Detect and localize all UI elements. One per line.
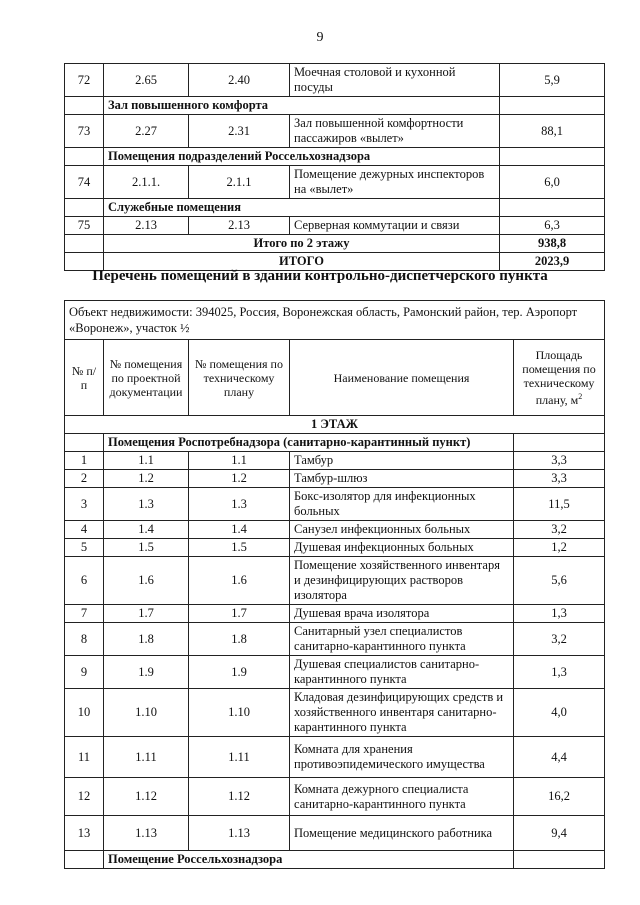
cell-area: 88,1 (500, 115, 605, 148)
cell-area: 1,2 (514, 539, 605, 557)
cell-num: 73 (65, 115, 104, 148)
cell-proj: 1.1 (104, 452, 189, 470)
table-row (65, 816, 605, 851)
header-area-text: Площадь помещения по техническому плану, м (522, 348, 596, 407)
object-address: Объект недвижимости: 394025, Россия, Воронежская область, Рамонский район, тер. Аэропорт «Воронеж», участок ½ (65, 301, 605, 340)
cell-tech: 1.4 (189, 521, 290, 539)
table-row (65, 115, 605, 148)
cell-num: 75 (65, 217, 104, 235)
header-proj: № помещения по проектной документации (104, 340, 189, 416)
cell-tech: 1.3 (189, 488, 290, 521)
cell-area: 4,4 (514, 737, 605, 778)
table-row (65, 452, 605, 470)
cell-empty (65, 851, 104, 869)
cell-area: 3,3 (514, 470, 605, 488)
cell-proj: 1.3 (104, 488, 189, 521)
section-row (65, 199, 605, 217)
cell-num: 1 (65, 452, 104, 470)
cell-tech: 1.13 (189, 816, 290, 851)
cell-area: 4,0 (514, 689, 605, 737)
table-row (65, 689, 605, 737)
cell-empty (65, 434, 104, 452)
total-area: 938,8 (500, 235, 605, 253)
section-label: Помещение Россельхознадзора (104, 851, 514, 869)
object-row (65, 301, 605, 340)
cell-name: Помещение дежурных инспекторов на «вылет» (290, 166, 500, 199)
section-row (65, 851, 605, 869)
cell-name: Бокс-изолятор для инфекционных больных (290, 488, 514, 521)
cell-num: 3 (65, 488, 104, 521)
cell-area: 1,3 (514, 656, 605, 689)
cell-proj: 1.2 (104, 470, 189, 488)
top-rooms-table (64, 63, 605, 271)
section-row (65, 97, 605, 115)
table-row (65, 470, 605, 488)
cell-proj: 1.8 (104, 623, 189, 656)
cell-area: 9,4 (514, 816, 605, 851)
total-label: Итого по 2 этажу (104, 235, 500, 253)
cell-num: 2 (65, 470, 104, 488)
cell-proj: 1.5 (104, 539, 189, 557)
cell-proj: 1.6 (104, 557, 189, 605)
cell-tech: 1.2 (189, 470, 290, 488)
cell-tech: 1.5 (189, 539, 290, 557)
table-row (65, 623, 605, 656)
table-row (65, 521, 605, 539)
cell-area: 6,0 (500, 166, 605, 199)
cell-num: 7 (65, 605, 104, 623)
section-label: Служебные помещения (104, 199, 500, 217)
cell-num: 13 (65, 816, 104, 851)
cell-empty (65, 97, 104, 115)
cell-area: 3,2 (514, 521, 605, 539)
cell-tech: 1.6 (189, 557, 290, 605)
cell-proj: 1.12 (104, 778, 189, 816)
section-row (65, 434, 605, 452)
cell-num: 10 (65, 689, 104, 737)
cell-proj: 1.10 (104, 689, 189, 737)
table-row (65, 778, 605, 816)
section-label: Помещения Роспотребнадзора (санитарно-карантинный пункт) (104, 434, 514, 452)
section-title: Перечень помещений в здании контрольно-диспетчерского пункта (92, 268, 548, 284)
cell-area: 5,6 (514, 557, 605, 605)
cell-tech: 1.9 (189, 656, 290, 689)
section-label: Помещения подразделений Россельхознадзора (104, 148, 500, 166)
table-row (65, 605, 605, 623)
table-row (65, 166, 605, 199)
cell-num: 72 (65, 64, 104, 97)
cell-proj: 1.13 (104, 816, 189, 851)
cell-proj: 1.7 (104, 605, 189, 623)
cell-num: 11 (65, 737, 104, 778)
page-number: 9 (316, 30, 324, 45)
cell-name: Помещение медицинского работника (290, 816, 514, 851)
cell-num: 4 (65, 521, 104, 539)
cell-name: Тамбур (290, 452, 514, 470)
cell-proj: 2.1.1. (104, 166, 189, 199)
cell-tech: 1.8 (189, 623, 290, 656)
cell-empty (500, 199, 605, 217)
cell-num: 8 (65, 623, 104, 656)
cell-tech: 1.7 (189, 605, 290, 623)
header-area (514, 340, 605, 416)
section-label: Зал повышенного комфорта (104, 97, 500, 115)
cell-name: Комната дежурного специалиста санитарно-карантинного пункта (290, 778, 514, 816)
cell-area: 6,3 (500, 217, 605, 235)
table-row (65, 64, 605, 97)
cell-empty (514, 851, 605, 869)
table-row (65, 656, 605, 689)
cell-num: 74 (65, 166, 104, 199)
cell-empty (514, 434, 605, 452)
floor-label: 1 ЭТАЖ (65, 416, 605, 434)
cell-proj: 1.9 (104, 656, 189, 689)
header-area-sup: 2 (578, 392, 583, 401)
total-row (65, 235, 605, 253)
cell-tech: 1.12 (189, 778, 290, 816)
table-row (65, 488, 605, 521)
cell-empty (65, 199, 104, 217)
cell-name: Санитарный узел специалистов санитарно-карантинного пункта (290, 623, 514, 656)
cell-proj: 2.13 (104, 217, 189, 235)
header-row (65, 340, 605, 416)
cell-name: Моечная столовой и кухонной посуды (290, 64, 500, 97)
cell-name: Комната для хранения противоэпидемического имущества (290, 737, 514, 778)
cell-name: Серверная коммутации и связи (290, 217, 500, 235)
cell-name: Зал повышенной комфортности пассажиров «вылет» (290, 115, 500, 148)
cell-name: Тамбур-шлюз (290, 470, 514, 488)
table-row (65, 217, 605, 235)
cell-empty (65, 235, 104, 253)
cell-empty (500, 148, 605, 166)
cell-tech: 1.1 (189, 452, 290, 470)
cell-num: 12 (65, 778, 104, 816)
cell-empty (65, 148, 104, 166)
cell-area: 1,3 (514, 605, 605, 623)
header-name: Наименование помещения (290, 340, 514, 416)
cell-tech: 2.1.1 (189, 166, 290, 199)
cell-name: Душевая врача изолятора (290, 605, 514, 623)
header-num: № п/п (65, 340, 104, 416)
header-tech: № помещения по техническому плану (189, 340, 290, 416)
cell-area: 5,9 (500, 64, 605, 97)
cell-area: 16,2 (514, 778, 605, 816)
cell-proj: 2.65 (104, 64, 189, 97)
section-row (65, 148, 605, 166)
cell-tech: 2.13 (189, 217, 290, 235)
table-row (65, 557, 605, 605)
cell-num: 5 (65, 539, 104, 557)
total-label: ИТОГО (104, 253, 500, 271)
table-row (65, 737, 605, 778)
cell-area: 11,5 (514, 488, 605, 521)
cell-num: 6 (65, 557, 104, 605)
cell-name: Душевая специалистов санитарно-карантинного пункта (290, 656, 514, 689)
cell-name: Душевая инфекционных больных (290, 539, 514, 557)
cell-tech: 2.31 (189, 115, 290, 148)
cell-proj: 1.4 (104, 521, 189, 539)
floor-row (65, 416, 605, 434)
cell-name: Санузел инфекционных больных (290, 521, 514, 539)
cell-empty (500, 97, 605, 115)
cell-num: 9 (65, 656, 104, 689)
table-row (65, 539, 605, 557)
cell-name: Помещение хозяйственного инвентаря и дезинфицирующих растворов изолятора (290, 557, 514, 605)
cell-area: 3,3 (514, 452, 605, 470)
cell-tech: 1.10 (189, 689, 290, 737)
cell-area: 3,2 (514, 623, 605, 656)
cell-tech: 1.11 (189, 737, 290, 778)
cell-proj: 2.27 (104, 115, 189, 148)
cell-proj: 1.11 (104, 737, 189, 778)
kdp-rooms-table (64, 300, 605, 869)
cell-tech: 2.40 (189, 64, 290, 97)
total-area: 2023,9 (500, 253, 605, 271)
cell-name: Кладовая дезинфицирующих средств и хозяйственного инвентаря санитарно-карантинного пункта (290, 689, 514, 737)
